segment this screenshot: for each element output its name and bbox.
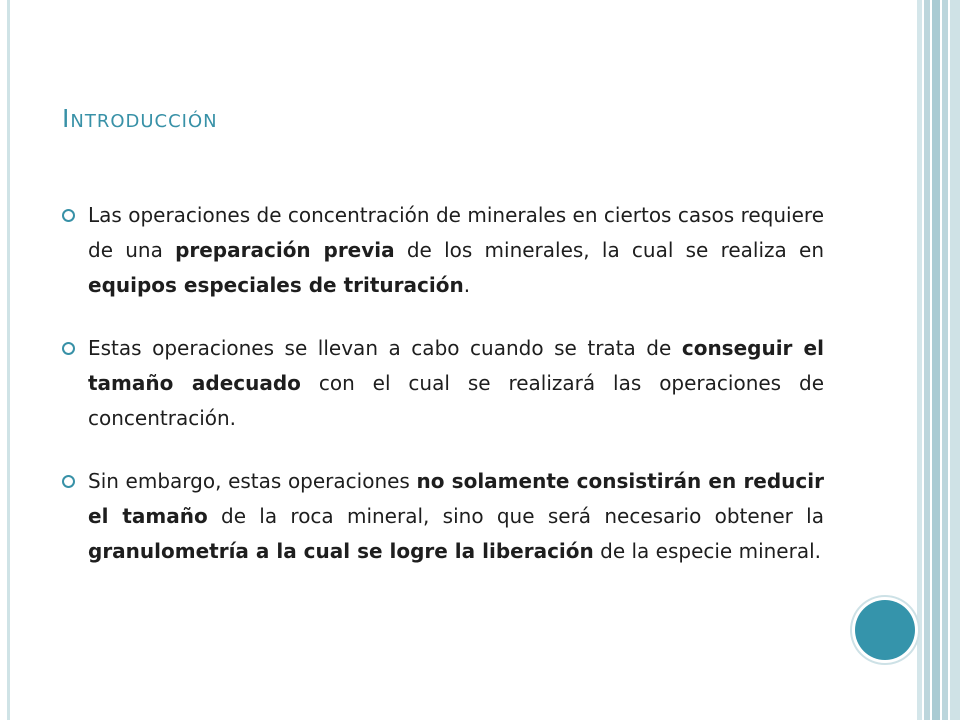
bullet-text: con el cual se realizará las operaciones de concentración. [88, 371, 825, 430]
bullet-text: de la roca mineral, sino que será necesario obtener la [207, 504, 824, 528]
bullet-text: Las operaciones de concentración de minerales en ciertos casos requiere de una [88, 203, 824, 262]
ring-bullet-icon [62, 475, 75, 488]
bullet-text-bold: conseguir el tamaño adecuado [88, 336, 824, 395]
bullet-text-bold: no solamente consistirán en reducir el tamaño [88, 469, 824, 528]
bullet-text: de los minerales, la cual se realiza en [394, 238, 825, 262]
bullet-item [62, 464, 824, 569]
bullet-text: . [463, 273, 471, 297]
decorative-circle [855, 600, 915, 660]
bullet-text-bold: preparación previa [175, 238, 395, 262]
ring-bullet-icon [62, 209, 75, 222]
bullet-text: Estas operaciones se llevan a cabo cuando se trata de [88, 336, 682, 360]
bullet-list [62, 198, 824, 597]
left-frame-line [7, 0, 10, 720]
bullet-text-bold: equipos especiales de trituración [88, 273, 464, 297]
bullet-text-bold: granulometría a la cual se logre la liberación [88, 539, 594, 563]
slide-title: Introducción [62, 104, 218, 133]
ring-bullet-icon [62, 342, 75, 355]
decorative-stripe [932, 0, 940, 720]
bullet-item [62, 331, 824, 436]
bullet-item [62, 198, 824, 303]
bullet-text: de la especie mineral. [593, 539, 822, 563]
bullet-text: Sin embargo, estas operaciones [88, 469, 417, 493]
decorative-stripe [950, 0, 960, 720]
